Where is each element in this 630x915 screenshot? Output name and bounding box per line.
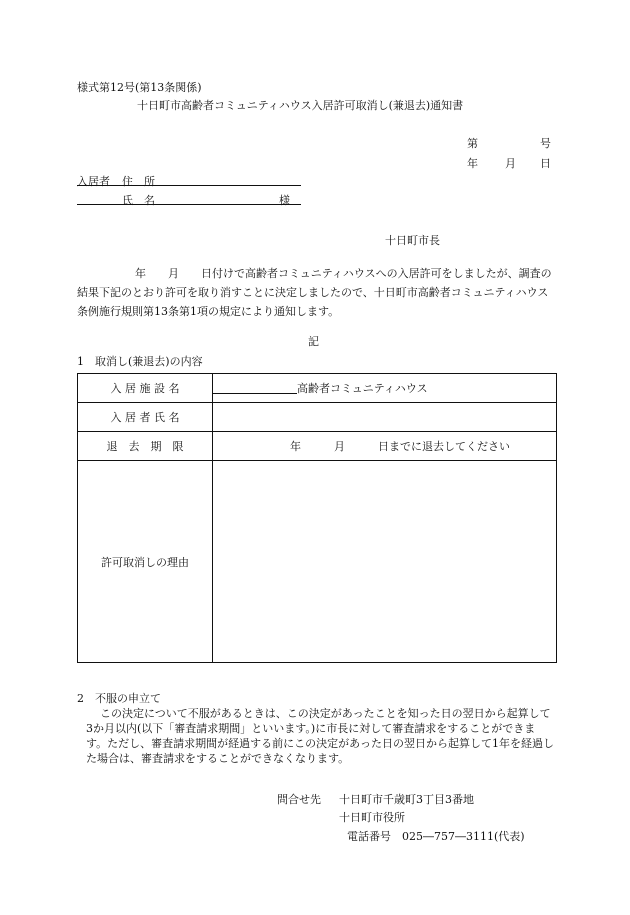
ki-heading: 記 xyxy=(308,335,319,348)
body-paragraph: 年 月 日付けで高齢者コミュニティハウスへの入居許可をしましたが、調査の結果下記のとおり許可を取り消すことに決定しましたので、十日町市高齢者コミュニティハウス条例施行規則第13条第1項の規定により通知します。 xyxy=(77,267,552,318)
name-underline xyxy=(77,204,301,205)
number-dai: 第 xyxy=(467,137,478,150)
name-label: 氏 名 xyxy=(122,194,155,207)
issuer: 十日町市長 xyxy=(385,234,440,247)
tenant-name-label: 入 居 者 氏 名 xyxy=(78,403,213,432)
deadline-label: 退 去 期 限 xyxy=(78,432,213,461)
facility-label: 入 居 施 設 名 xyxy=(78,374,213,403)
contact-phone: 電話番号 025―757―3111(代表) xyxy=(347,830,525,843)
date-day: 日 xyxy=(540,157,551,170)
form-number: 様式第12号(第13条関係) xyxy=(77,81,202,94)
date-year: 年 xyxy=(467,157,478,170)
appeal-paragraph: この決定について不服があるときは、この決定があったことを知った日の翌日から起算して3か月以内(以下「審査請求期間」といいます。)に市長に対して審査請求をすることができます。ただし、審査請求期間が経過する前にこの決定があった日の翌日から起算して1年を経過した場合は、審査請求をすることができなくなります。 xyxy=(86,707,555,765)
document-title: 十日町市高齢者コミュニティハウス入居許可取消し(兼退去)通知書 xyxy=(137,99,464,112)
reason-value xyxy=(213,461,557,663)
sama-label: 様 xyxy=(279,194,290,207)
deadline-value: 年 月 日までに退去してください xyxy=(213,432,557,461)
recipient-label: 入居者 xyxy=(77,175,110,188)
tenant-name-value xyxy=(213,403,557,432)
details-table xyxy=(77,373,557,663)
address-underline xyxy=(77,185,301,186)
address-label: 住 所 xyxy=(122,175,155,188)
reason-label: 許可取消しの理由 xyxy=(78,461,213,663)
date-month: 月 xyxy=(505,157,516,170)
facility-blank xyxy=(213,383,297,394)
facility-type: 高齢者コミュニティハウス xyxy=(297,382,428,395)
facility-value xyxy=(213,374,557,403)
contact-label: 問合せ先 xyxy=(277,793,321,806)
number-go: 号 xyxy=(540,137,551,150)
contact-address: 十日町市千歳町3丁目3番地 xyxy=(339,793,474,806)
section-2-heading: 2 不服の申立て xyxy=(77,692,161,705)
section-1-heading: 1 取消し(兼退去)の内容 xyxy=(77,355,203,368)
contact-office: 十日町市役所 xyxy=(339,811,405,824)
